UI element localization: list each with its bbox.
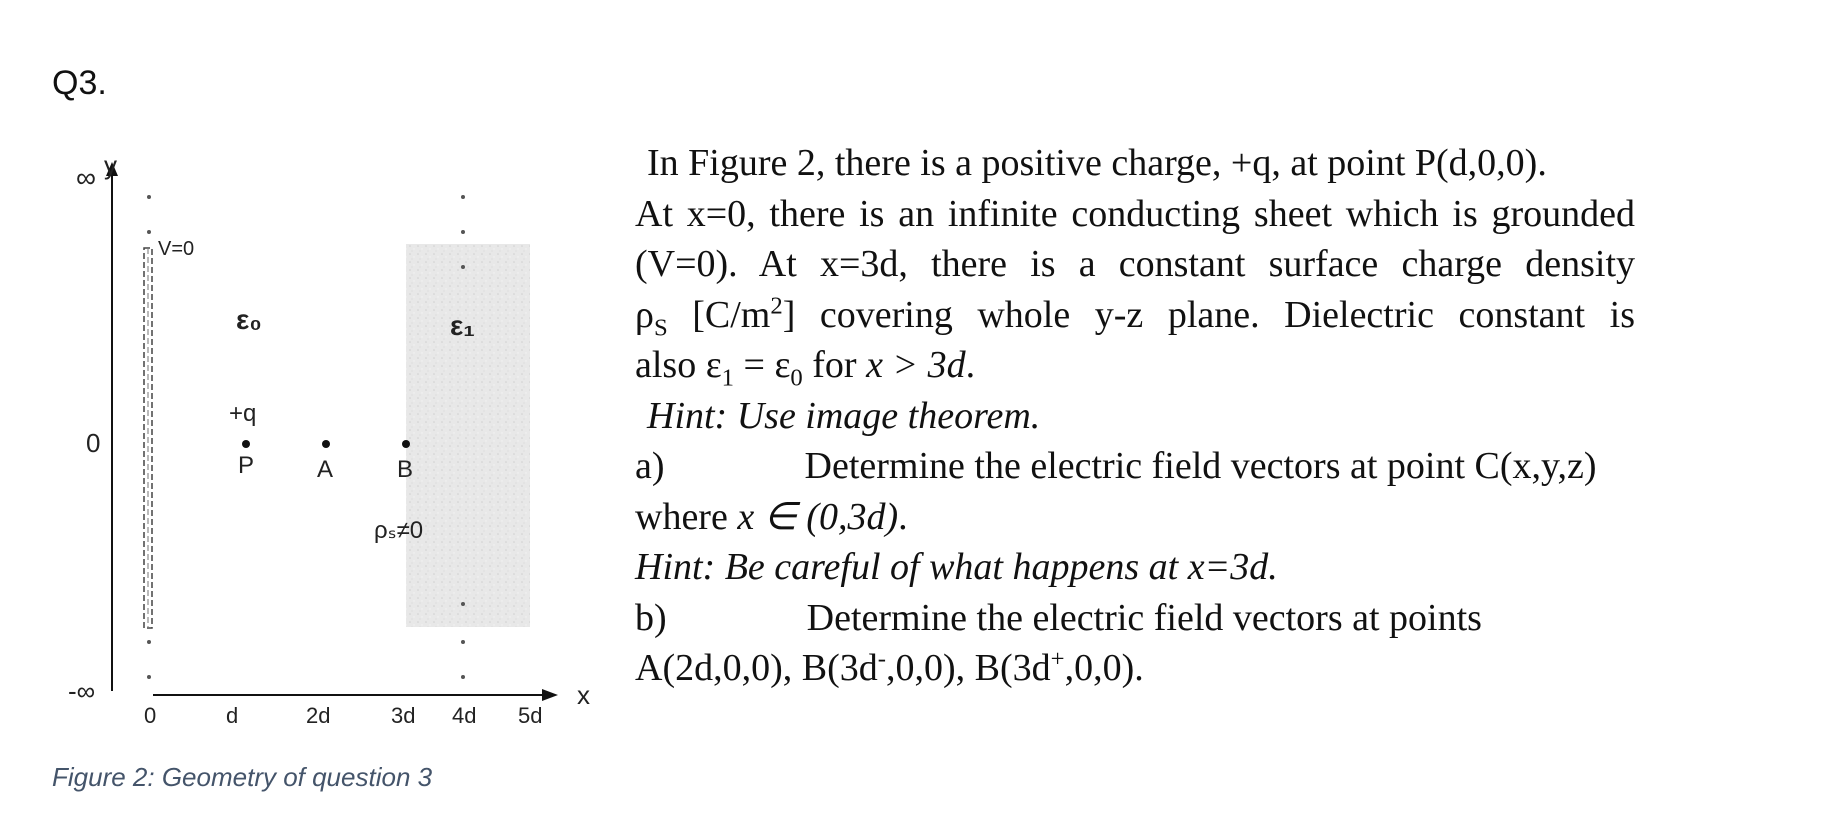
text-line-1: In Figure 2, there is a positive charge, +q, at point P(d,0,0).: [647, 142, 1547, 184]
y-infinity-label: ∞: [76, 162, 96, 193]
part-a-continued: where x ∈ (0,3d).: [635, 495, 908, 538]
dielectric-region: [406, 244, 530, 627]
y-zero-label: 0: [86, 428, 101, 458]
geometry-figure: [40, 140, 600, 740]
part-b-text: Determine the electric field vectors at points: [806, 596, 1482, 639]
x-axis-arrow: [542, 689, 558, 701]
x-axis-label: x: [577, 680, 590, 710]
x-tick-3d: 3d: [391, 703, 416, 728]
part-a-label: a): [635, 445, 665, 487]
figure-drawing: [40, 140, 600, 740]
x-tick-5d: 5d: [518, 703, 543, 728]
part-b-points: A(2d,0,0), B(3d-,0,0), B(3d+,0,0).: [635, 645, 1144, 689]
part-a-text: Determine the electric field vectors at point C(x,y,z): [804, 445, 1597, 487]
x-tick-0: 0: [144, 703, 157, 728]
x-tick-4d: 4d: [452, 703, 477, 728]
text-line-5: also $\varepsilon_1 = \varepsilon_0$ for x > 3d.: [635, 344, 976, 392]
surface-charge-label: ρₛ≠0: [374, 517, 424, 544]
question-label: Q3.: [52, 64, 107, 102]
epsilon1-label: ε₁: [450, 310, 475, 341]
point-a-label: A: [317, 456, 334, 483]
point-p-label: P: [238, 452, 255, 479]
part-b-label: b): [635, 596, 667, 639]
hint-boundary: Hint: Be careful of what happens at x=3d.: [635, 546, 1278, 588]
hint-image-theorem: Hint: Use image theorem.: [647, 394, 1041, 437]
sheet-voltage-label: V=0: [158, 238, 195, 260]
part-b: [635, 593, 1635, 644]
y-axis-label: y: [104, 150, 117, 180]
x-tick-d: d: [226, 703, 239, 728]
text-line-4: $\rho_S$ $[C/m^2]$ covering whole y-z plane. Dielectric constant is: [635, 291, 1635, 342]
point-b-label: B: [397, 456, 414, 483]
question-text: [635, 138, 1635, 694]
figure-caption: Figure 2: Geometry of question 3: [52, 762, 433, 792]
point-a-dot: [322, 440, 330, 448]
text-line-2: At x=0, there is an infinite conducting sheet which is grounded: [635, 192, 1635, 235]
point-p-dot: [242, 440, 250, 448]
x-tick-2d: 2d: [306, 703, 331, 728]
point-b-dot: [402, 440, 410, 448]
charge-label: +q: [229, 400, 257, 427]
part-a: [635, 441, 1635, 492]
y-neg-infinity-label: -∞: [68, 676, 96, 706]
epsilon0-label: ε₀: [236, 304, 262, 335]
text-line-3: (V=0). At x=3d, there is a constant surface charge density: [635, 243, 1635, 285]
